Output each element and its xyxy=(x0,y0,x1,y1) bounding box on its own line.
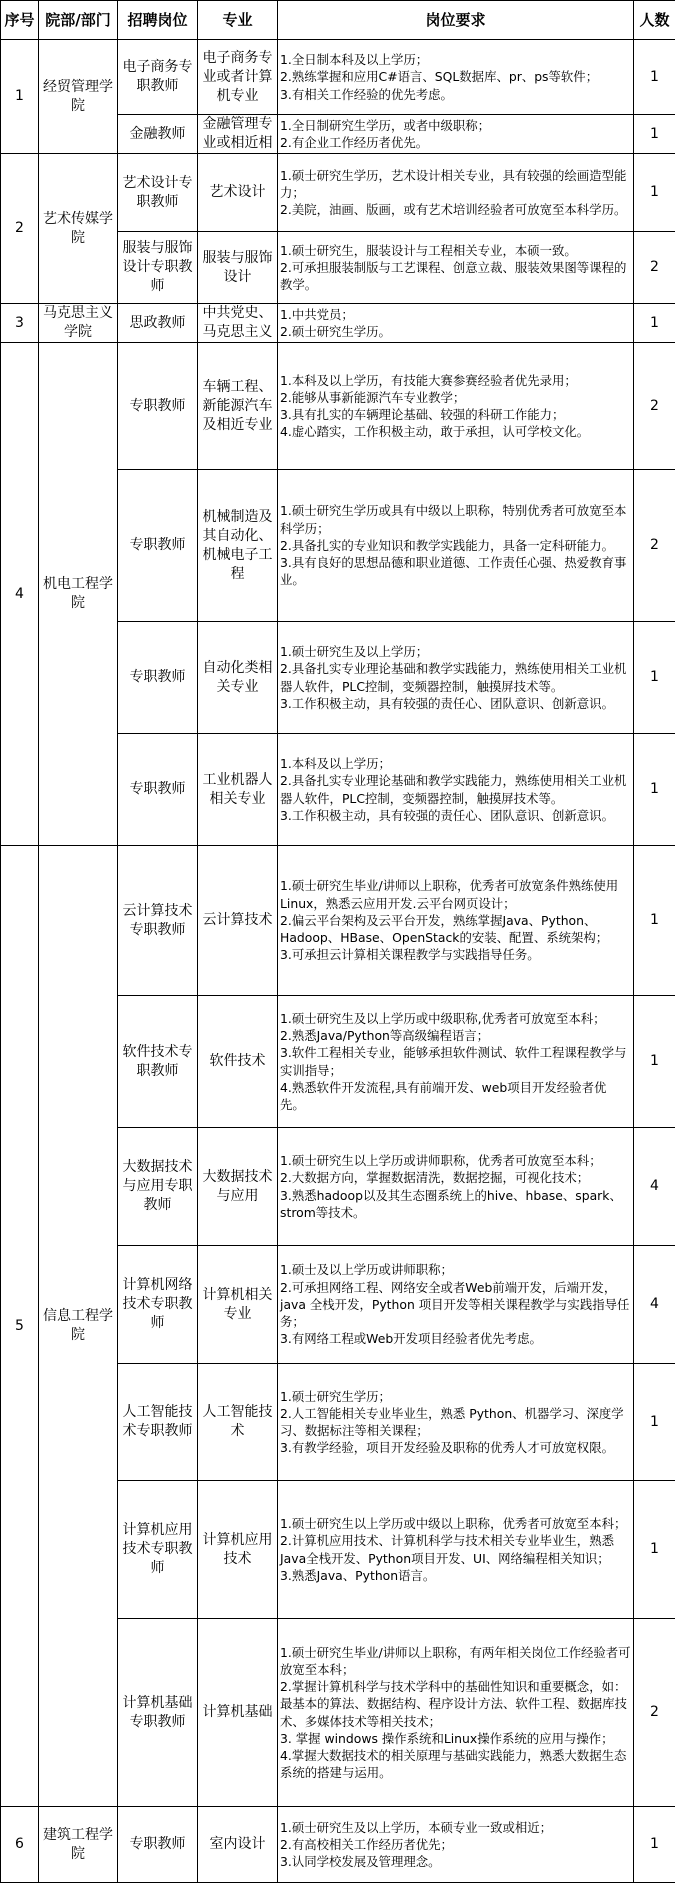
table-row xyxy=(1,304,675,343)
headcount: 1 xyxy=(634,1364,675,1481)
requirement-line: 2.熟练掌握和应用C#语言、SQL数据库、pr、ps等软件； xyxy=(280,68,631,85)
major-name: 工业机器人相关专业 xyxy=(198,734,278,846)
position-name: 专职教师 xyxy=(118,470,198,622)
requirement-line: 2.硕士研究生学历。 xyxy=(280,323,631,340)
major-name: 电子商务专业或者计算机专业 xyxy=(198,40,278,115)
requirement-line: 3. 掌握 windows 操作系统和Linux操作系统的应用与操作； xyxy=(280,1730,631,1747)
position-name: 电子商务专职教师 xyxy=(118,40,198,115)
requirement-line: 2.具备扎实专业理论基础和教学实践能力，熟练使用相关工业机器人软件，PLC控制，变频器控制，触摸屏技术等。 xyxy=(280,772,631,806)
requirement-line: 3.认同学校发展及管理理念。 xyxy=(280,1853,631,1870)
requirement-line: 1.本科及以上学历； xyxy=(280,755,631,772)
requirement-line: 2.大数据方向，掌握数据清洗，数据挖掘，可视化技术； xyxy=(280,1169,631,1186)
requirement-line: 1.本科及以上学历，有技能大赛参赛经验者优先录用； xyxy=(280,372,631,389)
requirement-line: 3.软件工程相关专业，能够承担软件测试、软件工程课程教学与实训指导； xyxy=(280,1044,631,1078)
requirement-line: 2.熟悉Java/Python等高级编程语言； xyxy=(280,1027,631,1044)
department-name: 机电工程学院 xyxy=(39,343,118,846)
requirements-cell xyxy=(278,470,634,622)
requirements-cell xyxy=(278,622,634,734)
requirement-line: 3.熟悉Java、Python语言。 xyxy=(280,1567,631,1584)
requirements-cell xyxy=(278,734,634,846)
table-row xyxy=(1,846,675,996)
requirements-cell xyxy=(278,304,634,343)
table-row xyxy=(1,343,675,470)
headcount: 2 xyxy=(634,1619,675,1807)
headcount: 1 xyxy=(634,154,675,232)
requirement-line: 1.硕士及以上学历或讲师职称； xyxy=(280,1261,631,1278)
requirement-line: 3.工作积极主动，具有较强的责任心、团队意识、创新意识。 xyxy=(280,695,631,712)
header-dept: 院部/部门 xyxy=(39,1,118,40)
department-name: 艺术传媒学院 xyxy=(39,154,118,304)
table-row xyxy=(1,1807,675,1883)
headcount: 1 xyxy=(634,734,675,846)
requirement-line: 2.具备扎实的专业知识和教学实践能力，具备一定科研能力。 xyxy=(280,537,631,554)
requirement-line: 1.硕士研究生毕业/讲师以上职称，优秀者可放宽条件熟练使用Linux，熟悉云应用开发.云平台网页设计； xyxy=(280,877,631,911)
requirements-cell xyxy=(278,232,634,304)
major-name: 机械制造及其自动化、机械电子工程 xyxy=(198,470,278,622)
position-name: 艺术设计专职教师 xyxy=(118,154,198,232)
major-name: 车辆工程、新能源汽车及相近专业 xyxy=(198,343,278,470)
headcount: 1 xyxy=(634,622,675,734)
requirement-line: 4.熟悉软件开发流程,具有前端开发、web项目开发经验者优先。 xyxy=(280,1079,631,1113)
group-number: 3 xyxy=(1,304,39,343)
requirements-cell xyxy=(278,154,634,232)
headcount: 1 xyxy=(634,40,675,115)
requirement-line: 1.全日制研究生学历，或者中级职称； xyxy=(280,117,631,134)
requirement-line: 2.人工智能相关专业毕业生，熟悉 Python、机器学习、深度学习、数据标注等相关课程； xyxy=(280,1405,631,1439)
requirement-line: 2.可承担服装制版与工艺课程、创意立裁、服装效果图等课程的教学。 xyxy=(280,259,631,293)
department-name: 经贸管理学院 xyxy=(39,40,118,154)
requirement-line: 1.硕士研究生及以上学历； xyxy=(280,643,631,660)
requirements-cell xyxy=(278,40,634,115)
requirements-cell xyxy=(278,1619,634,1807)
requirements-cell xyxy=(278,1364,634,1481)
position-name: 专职教师 xyxy=(118,1807,198,1883)
requirement-line: 4.虚心踏实，工作积极主动，敢于承担，认可学校文化。 xyxy=(280,423,631,440)
header-requirements: 岗位要求 xyxy=(278,1,634,40)
requirement-line: 1.硕士研究生毕业/讲师以上职称，有两年相关岗位工作经验者可放宽至本科； xyxy=(280,1644,631,1678)
requirements-cell xyxy=(278,846,634,996)
header-count: 人数 xyxy=(634,1,675,40)
group-number: 2 xyxy=(1,154,39,304)
major-name: 大数据技术与应用 xyxy=(198,1128,278,1246)
header-no: 序号 xyxy=(1,1,39,40)
requirements-cell xyxy=(278,1246,634,1364)
requirement-line: 1.硕士研究生以上学历或中级以上职称，优秀者可放宽至本科； xyxy=(280,1515,631,1532)
position-name: 软件技术专职教师 xyxy=(118,996,198,1128)
requirements-cell xyxy=(278,1128,634,1246)
major-name: 金融管理专业或相近相 xyxy=(198,115,278,154)
position-name: 思政教师 xyxy=(118,304,198,343)
headcount: 1 xyxy=(634,996,675,1128)
requirement-line: 3.具有扎实的车辆理论基础、较强的科研工作能力； xyxy=(280,406,631,423)
headcount: 1 xyxy=(634,115,675,154)
position-name: 大数据技术与应用专职教师 xyxy=(118,1128,198,1246)
major-name: 艺术设计 xyxy=(198,154,278,232)
position-name: 服装与服饰设计专职教师 xyxy=(118,232,198,304)
requirement-line: 2.有企业工作经历者优先。 xyxy=(280,134,631,151)
requirement-line: 2.美院，油画、版画，或有艺术培训经验者可放宽至本科学历。 xyxy=(280,201,631,218)
department-name: 马克思主义学院 xyxy=(39,304,118,343)
major-name: 计算机基础 xyxy=(198,1619,278,1807)
headcount: 4 xyxy=(634,1128,675,1246)
requirement-line: 3.有网络工程或Web开发项目经验者优先考虑。 xyxy=(280,1330,631,1347)
requirement-line: 1.硕士研究生学历或具有中级以上职称，特别优秀者可放宽至本科学历； xyxy=(280,502,631,536)
headcount: 2 xyxy=(634,343,675,470)
group-number: 5 xyxy=(1,846,39,1807)
requirement-line: 2.具备扎实专业理论基础和教学实践能力，熟练使用相关工业机器人软件，PLC控制，变频器控制，触摸屏技术等。 xyxy=(280,660,631,694)
group-number: 1 xyxy=(1,40,39,154)
major-name: 人工智能技术 xyxy=(198,1364,278,1481)
requirements-cell xyxy=(278,343,634,470)
header-position: 招聘岗位 xyxy=(118,1,198,40)
requirement-line: 3.有相关工作经验的优先考虑。 xyxy=(280,86,631,103)
requirement-line: 1.硕士研究生以上学历或讲师职称，优秀者可放宽至本科； xyxy=(280,1152,631,1169)
major-name: 服装与服饰设计 xyxy=(198,232,278,304)
position-name: 专职教师 xyxy=(118,343,198,470)
requirement-line: 4.掌握大数据技术的相关原理与基础实践能力，熟悉大数据生态系统的搭建与运用。 xyxy=(280,1747,631,1781)
major-name: 计算机相关专业 xyxy=(198,1246,278,1364)
requirement-line: 3.可承担云计算相关课程教学与实践指导任务。 xyxy=(280,946,631,963)
table-row xyxy=(1,154,675,232)
requirement-line: 3.有教学经验，项目开发经验及职称的优秀人才可放宽权限。 xyxy=(280,1439,631,1456)
requirement-line: 1.硕士研究生学历； xyxy=(280,1388,631,1405)
requirement-line: 3.工作积极主动，具有较强的责任心、团队意识、创新意识。 xyxy=(280,807,631,824)
headcount: 1 xyxy=(634,304,675,343)
headcount: 1 xyxy=(634,1807,675,1883)
major-name: 计算机应用技术 xyxy=(198,1481,278,1619)
position-name: 云计算技术专职教师 xyxy=(118,846,198,996)
requirement-line: 2.偏云平台架构及云平台开发，熟练掌握Java、Python、Hadoop、HBase、OpenStack的安装、配置、系统架构； xyxy=(280,912,631,946)
headcount: 1 xyxy=(634,1481,675,1619)
headcount: 1 xyxy=(634,846,675,996)
requirements-cell xyxy=(278,1807,634,1883)
requirements-cell xyxy=(278,115,634,154)
major-name: 中共党史、马克思主义 xyxy=(198,304,278,343)
requirement-line: 1.中共党员； xyxy=(280,306,631,323)
requirement-line: 1.硕士研究生学历，艺术设计相关专业，具有较强的绘画造型能力； xyxy=(280,167,631,201)
requirement-line: 3.熟悉hadoop以及其生态圈系统上的hive、hbase、spark、strom等技术。 xyxy=(280,1187,631,1221)
headcount: 2 xyxy=(634,232,675,304)
position-name: 计算机网络技术专职教师 xyxy=(118,1246,198,1364)
position-name: 计算机应用技术专职教师 xyxy=(118,1481,198,1619)
requirement-line: 2.有高校相关工作经历者优先； xyxy=(280,1836,631,1853)
group-number: 6 xyxy=(1,1807,39,1883)
header-major: 专业 xyxy=(198,1,278,40)
major-name: 自动化类相关专业 xyxy=(198,622,278,734)
major-name: 软件技术 xyxy=(198,996,278,1128)
table-row xyxy=(1,40,675,115)
table-body xyxy=(1,40,675,1883)
headcount: 2 xyxy=(634,470,675,622)
requirements-cell xyxy=(278,996,634,1128)
group-number: 4 xyxy=(1,343,39,846)
requirement-line: 2.能够从事新能源汽车专业教学； xyxy=(280,389,631,406)
requirement-line: 1.硕士研究生及以上学历或中级职称,优秀者可放宽至本科； xyxy=(280,1010,631,1027)
headcount: 4 xyxy=(634,1246,675,1364)
requirement-line: 1.全日制本科及以上学历； xyxy=(280,51,631,68)
position-name: 金融教师 xyxy=(118,115,198,154)
major-name: 云计算技术 xyxy=(198,846,278,996)
requirement-line: 2.掌握计算机科学与技术学科中的基础性知识和重要概念，如：最基本的算法、数据结构、程序设计方法、软件工程、数据库技术、多媒体技术等相关技术； xyxy=(280,1678,631,1730)
position-name: 专职教师 xyxy=(118,622,198,734)
position-name: 人工智能技术专职教师 xyxy=(118,1364,198,1481)
requirement-line: 1.硕士研究生，服装设计与工程相关专业，本硕一致。 xyxy=(280,242,631,259)
major-name: 室内设计 xyxy=(198,1807,278,1883)
requirement-line: 1.硕士研究生及以上学历，本硕专业一致或相近； xyxy=(280,1819,631,1836)
requirement-line: 2.计算机应用技术、计算机科学与技术相关专业毕业生，熟悉Java全栈开发、Python项目开发、UI、网络编程相关知识； xyxy=(280,1532,631,1566)
position-name: 专职教师 xyxy=(118,734,198,846)
requirement-line: 3.具有良好的思想品德和职业道德、工作责任心强、热爱教育事业。 xyxy=(280,554,631,588)
requirements-cell xyxy=(278,1481,634,1619)
position-name: 计算机基础专职教师 xyxy=(118,1619,198,1807)
header-row xyxy=(1,1,675,40)
department-name: 信息工程学院 xyxy=(39,846,118,1807)
requirement-line: 2.可承担网络工程、网络安全或者Web前端开发，后端开发，java 全栈开发，Python 项目开发等相关课程教学与实践指导任务； xyxy=(280,1279,631,1331)
department-name: 建筑工程学院 xyxy=(39,1807,118,1883)
